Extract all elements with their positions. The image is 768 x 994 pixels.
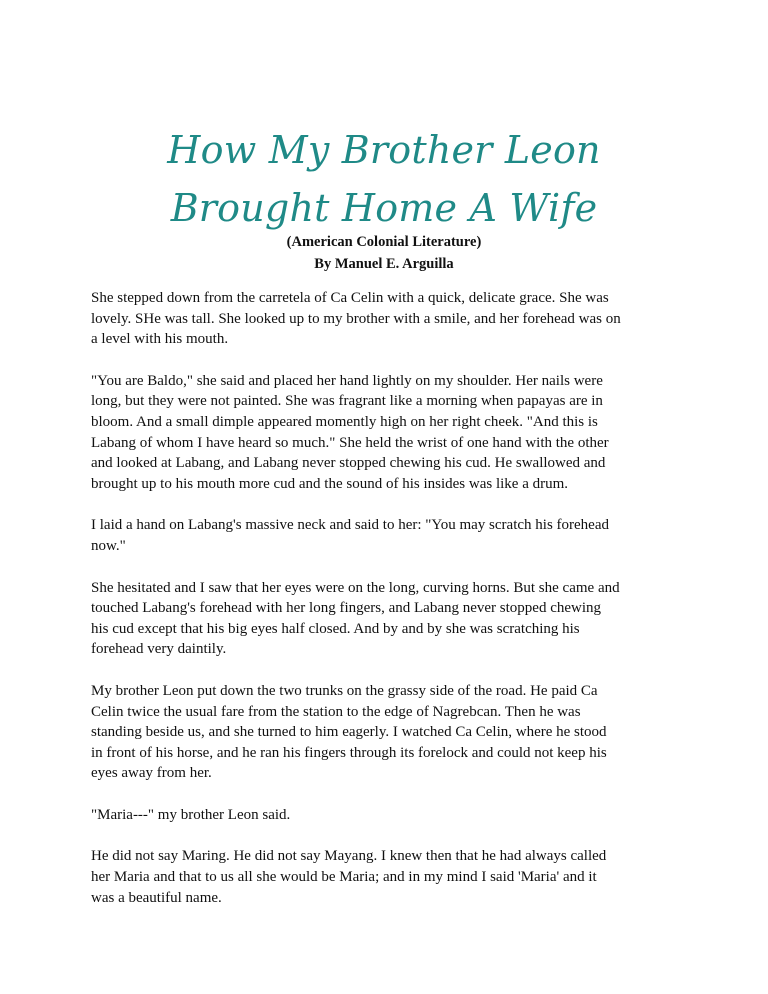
paragraph-line: He did not say Maring. He did not say Mayang. I knew then that he had always called — [91, 848, 607, 865]
paragraph-line: She stepped down from the carretela of Ca Celin with a quick, delicate grace. She was — [91, 290, 609, 306]
paragraph-line: Celin twice the usual fare from the station to the edge of Nagrebcan. Then he was — [91, 703, 581, 720]
paragraph — [91, 515, 681, 556]
title-line-2: Brought Home A Wife — [170, 186, 598, 231]
paragraph-line: standing beside us, and she turned to him eagerly. I watched Ca Celin, where he stood — [91, 724, 607, 741]
paragraph-line: lovely. SHe was tall. She looked up to my brother with a smile, and her forehead was on — [91, 310, 621, 327]
paragraph — [91, 371, 681, 495]
paragraph-line: bloom. And a small dimple appeared momently high on her right cheek. "And this is — [91, 413, 598, 430]
paragraph-line: a level with his mouth. — [91, 331, 229, 348]
paragraph-line: "Maria---" my brother Leon said. — [91, 806, 291, 823]
paragraph-line: in front of his horse, and he ran his fingers through its forelock and could not keep his — [91, 744, 607, 761]
document-body — [91, 288, 681, 929]
paragraph-line: touched Labang's forehead with her long fingers, and Labang never stopped chewing — [91, 600, 602, 617]
title-line-1: How My Brother Leon — [167, 128, 601, 173]
paragraph-line: eyes away from her. — [91, 765, 212, 782]
paragraph-line: "You are Baldo," she said and placed her hand lightly on my shoulder. Her nails were — [91, 372, 603, 389]
paragraph-line: his cud except that his big eyes half closed. And by and by she was scratching his — [91, 620, 580, 637]
document-title — [0, 121, 768, 237]
paragraph-line: She hesitated and I saw that her eyes were on the long, curving horns. But she came and — [91, 579, 620, 596]
paragraph-line: long, but they were not painted. She was fragrant like a morning when papayas are in — [91, 393, 603, 410]
paragraph-line: and looked at Labang, and Labang never stopped chewing his cud. He swallowed and — [91, 455, 606, 472]
paragraph-line: Labang of whom I have heard so much." She held the wrist of one hand with the other — [91, 434, 609, 451]
paragraph-line: her Maria and that to us all she would be Maria; and in my mind I said 'Maria' and it — [91, 869, 597, 886]
paragraph — [91, 805, 681, 826]
paragraph — [91, 288, 681, 350]
paragraph-line: now." — [91, 537, 126, 554]
paragraph-line: was a beautiful name. — [91, 889, 222, 906]
paragraph — [91, 578, 681, 660]
document-subtitle: (American Colonial Literature) — [286, 234, 482, 250]
paragraph-line: brought up to his mouth more cud and the sound of his insides was like a drum. — [91, 475, 569, 492]
paragraph — [91, 681, 681, 784]
paragraph-line: My brother Leon put down the two trunks on the grassy side of the road. He paid Ca — [91, 682, 598, 699]
paragraph — [91, 846, 681, 908]
document-byline: By Manuel E. Arguilla — [314, 256, 454, 272]
document-subtitle-block — [0, 231, 768, 275]
paragraph-line: I laid a hand on Labang's massive neck and said to her: "You may scratch his forehead — [91, 517, 609, 534]
paragraph-line: forehead very daintily. — [91, 641, 227, 658]
